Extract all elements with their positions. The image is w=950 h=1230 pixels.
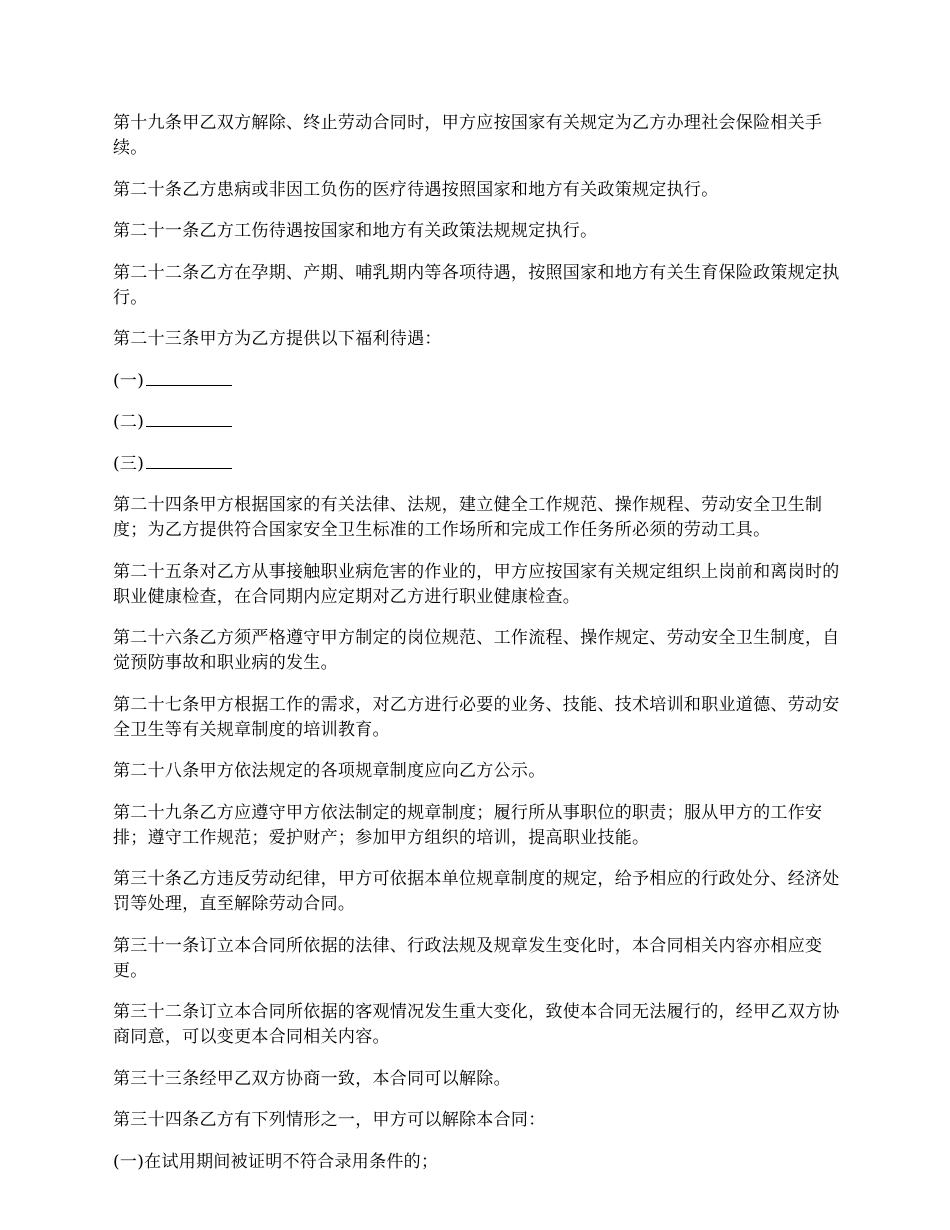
clause-23: 第二十三条甲方为乙方提供以下福利待遇： [113,329,442,349]
clause-24: 第二十四条甲方根据国家的有关法律、法规，建立健全工作规范、操作规程、劳动安全卫生制度；为乙方提供符合国家安全卫生标准的工作场所和完成工作任务所必须的劳动工具。 [113,495,823,540]
clause-31: 第三十一条订立本合同所依据的法律、行政法规及规章发生变化时，本合同相关内容亦相应变更。 [113,935,823,981]
benefit-item-1 [113,369,853,394]
clause-19: 第十九条甲乙双方解除、终止劳动合同时，甲方应按国家有关规定为乙方办理社会保险相关手续。 [113,113,823,158]
clause-27: 第二十七条甲方根据工作的需求，对乙方进行必要的业务、技能、技术培训和职业道德、劳动安全卫生等有关规章制度的培训教育。 [113,694,840,740]
benefit-item-3-blank [146,452,232,469]
benefit-item-3 [113,452,853,477]
benefit-item-1-label: (一) [113,370,145,391]
clause-34: 第三十四条乙方有下列情形之一，甲方可以解除本合同： [113,1110,546,1130]
benefit-item-2-label: (二) [113,412,145,432]
clause-20: 第二十条乙方患病或非因工负伤的医疗待遇按照国家和地方有关政策规定执行。 [113,179,719,200]
clause-25: 第二十五条对乙方从事接触职业病危害的作业的，甲方应按国家有关规定组织上岗前和离岗时的职业健康检查，在合同期内应定期对乙方进行职业健康检查。 [113,561,840,607]
clause-21: 第二十一条乙方工伤待遇按国家和地方有关政策法规规定执行。 [113,221,598,241]
benefit-item-2 [113,410,853,435]
clause-30: 第三十条乙方违反劳动纪律，甲方可依据本单位规章制度的规定，给予相应的行政处分、经济处罚等处理，直至解除劳动合同。 [113,869,840,914]
clause-33: 第三十三条经甲乙双方协商一致，本合同可以解除。 [113,1068,511,1089]
clause-26: 第二十六条乙方须严格遵守甲方制定的岗位规范、工作流程、操作规定、劳动安全卫生制度，自觉预防事故和职业病的发生。 [113,628,840,673]
clause-29: 第二十九条乙方应遵守甲方依法制定的规章制度；履行所从事职位的职责；服从甲方的工作安排；遵守工作规范；爱护财产；参加甲方组织的培训，提高职业技能。 [113,802,823,848]
benefit-item-2-blank [146,410,232,427]
benefit-item-3-label: (三) [113,453,145,474]
benefit-item-1-blank [146,369,232,386]
clause-32: 第三十二条订立本合同所依据的客观情况发生重大变化，致使本合同无法履行的，经甲乙双方协商同意，可以变更本合同相关内容。 [113,1002,840,1047]
clause-22: 第二十二条乙方在孕期、产期、哺乳期内等各项待遇，按照国家和地方有关生育保险政策规定执行。 [113,262,840,308]
document-page [113,111,853,1191]
clause-28: 第二十八条甲方依法规定的各项规章制度应向乙方公示。 [113,761,546,781]
clause-34-item-1: (一)在试用期间被证明不符合录用条件的； [113,1151,439,1172]
